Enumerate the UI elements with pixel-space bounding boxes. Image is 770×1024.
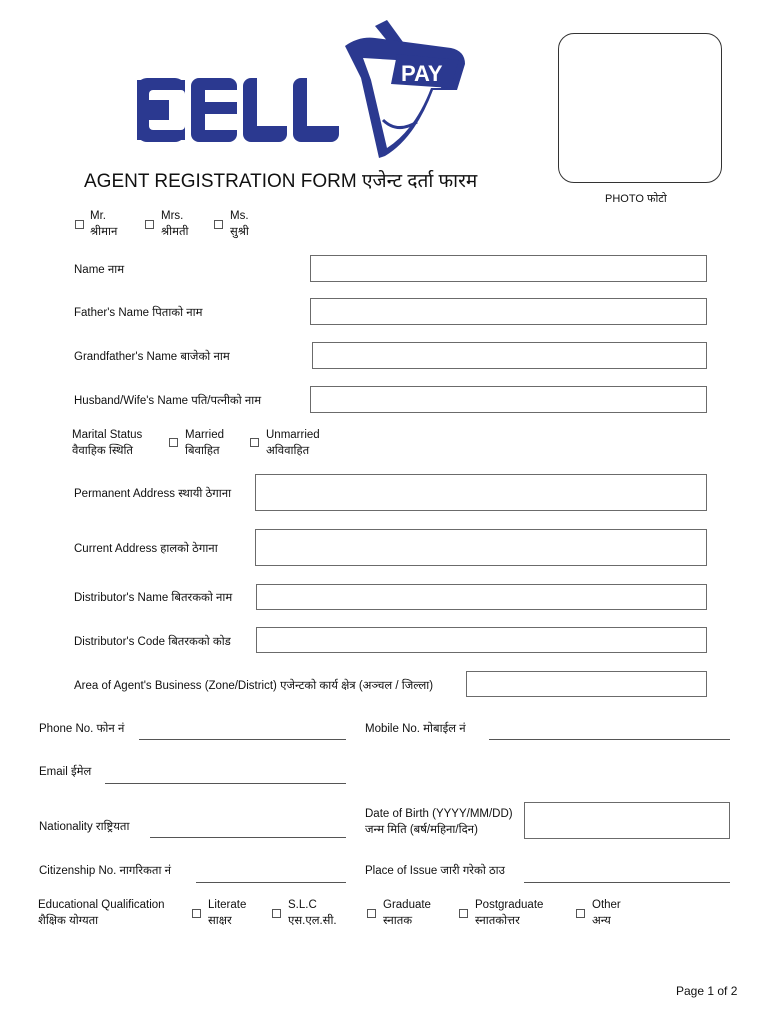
distributor-name-field[interactable] <box>256 584 707 610</box>
distributor-code-label: Distributor's Code बितरकको कोड <box>74 636 231 648</box>
email-field[interactable] <box>105 783 346 784</box>
literate-label: Literate साक्षर <box>208 899 247 927</box>
married-checkbox[interactable] <box>169 438 178 447</box>
current-address-field[interactable] <box>255 529 707 566</box>
slc-checkbox[interactable] <box>272 909 281 918</box>
cellpay-logo <box>135 18 465 160</box>
married-label: Married बिवाहित <box>185 429 224 457</box>
name-label: Name नाम <box>74 264 125 276</box>
marital-status-label: Marital Status वैवाहिक स्थिति <box>72 429 143 457</box>
postgraduate-checkbox[interactable] <box>459 909 468 918</box>
father-name-label: Father's Name पिताको नाम <box>74 307 203 319</box>
mrs-checkbox[interactable] <box>145 220 154 229</box>
name-field[interactable] <box>310 255 707 282</box>
distributor-code-field[interactable] <box>256 627 707 653</box>
photo-label: PHOTO फोटो <box>605 193 667 205</box>
mr-checkbox[interactable] <box>75 220 84 229</box>
education-label: Educational Qualification शैक्षिक योग्यता <box>38 899 165 927</box>
unmarried-label: Unmarried अविवाहित <box>266 429 320 457</box>
nationality-label: Nationality राष्ट्रियता <box>39 821 130 833</box>
distributor-name-label: Distributor's Name बितरकको नाम <box>74 592 233 604</box>
page-number: Page 1 of 2 <box>676 984 738 998</box>
other-checkbox[interactable] <box>576 909 585 918</box>
place-of-issue-label: Place of Issue जारी गरेको ठाउ <box>365 865 505 877</box>
email-label: Email ईमेल <box>39 766 92 778</box>
spouse-name-label: Husband/Wife's Name पति/पत्नीको नाम <box>74 395 262 407</box>
business-area-field[interactable] <box>466 671 707 697</box>
dob-label: Date of Birth (YYYY/MM/DD) जन्म मिति (बर्ष/महिना/दिन) <box>365 808 513 836</box>
spouse-name-field[interactable] <box>310 386 707 413</box>
ms-label: Ms. सुश्री <box>230 210 249 238</box>
other-label: Other अन्य <box>592 899 621 927</box>
nationality-field[interactable] <box>150 837 346 838</box>
grandfather-name-label: Grandfather's Name बाजेको नाम <box>74 351 230 363</box>
mobile-field[interactable] <box>489 739 730 740</box>
mobile-label: Mobile No. मोबाईल नं <box>365 723 466 735</box>
logo-pay-text: PAY <box>401 61 443 86</box>
current-address-label: Current Address हालको ठेगाना <box>74 543 218 555</box>
unmarried-checkbox[interactable] <box>250 438 259 447</box>
graduate-label: Graduate स्नातक <box>383 899 431 927</box>
literate-checkbox[interactable] <box>192 909 201 918</box>
postgraduate-label: Postgraduate स्नातकोत्तर <box>475 899 544 927</box>
place-of-issue-field[interactable] <box>524 882 730 883</box>
graduate-checkbox[interactable] <box>367 909 376 918</box>
mr-label: Mr. श्रीमान <box>90 210 118 238</box>
photo-box[interactable] <box>558 33 722 183</box>
permanent-address-field[interactable] <box>255 474 707 511</box>
slc-label: S.L.C एस.एल.सी. <box>288 899 337 927</box>
business-area-label: Area of Agent's Business (Zone/District) एजेन्टको कार्य क्षेत्र (अञ्चल / जिल्ला) <box>74 680 434 692</box>
ms-checkbox[interactable] <box>214 220 223 229</box>
citizenship-label: Citizenship No. नागरिकता नं <box>39 865 171 877</box>
permanent-address-label: Permanent Address स्थायी ठेगाना <box>74 488 232 500</box>
mrs-label: Mrs. श्रीमती <box>161 210 189 238</box>
form-title: AGENT REGISTRATION FORM एजेन्ट दर्ता फारम <box>84 171 478 192</box>
grandfather-name-field[interactable] <box>312 342 707 369</box>
phone-field[interactable] <box>139 739 346 740</box>
citizenship-field[interactable] <box>196 882 346 883</box>
dob-field[interactable] <box>524 802 730 839</box>
phone-label: Phone No. फोन नं <box>39 723 125 735</box>
father-name-field[interactable] <box>310 298 707 325</box>
